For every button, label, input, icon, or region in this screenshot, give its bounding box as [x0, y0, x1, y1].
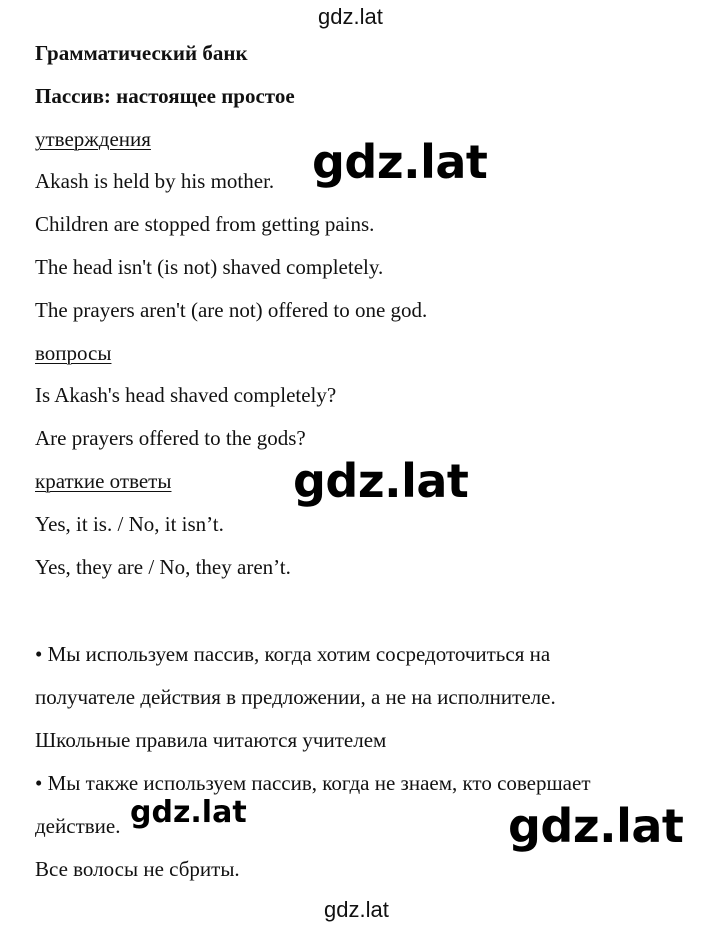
section-label-short-answers: краткие ответы — [35, 469, 172, 493]
affirmative-sentence: Children are stopped from getting pains. — [35, 212, 375, 236]
question-sentence: Is Akash's head shaved completely? — [35, 383, 337, 407]
section-label-questions: вопросы — [35, 341, 112, 365]
negative-sentence: The head isn't (is not) shaved completely. — [35, 255, 384, 279]
short-answer: Yes, they are / No, they aren’t. — [35, 555, 291, 579]
short-answer: Yes, it is. / No, it isn’t. — [35, 512, 224, 536]
watermark-large: gdz.lat — [312, 135, 488, 189]
section-label-affirmative: утверждения — [35, 127, 151, 151]
document-title: Грамматический банк — [35, 41, 248, 65]
negative-sentence: The prayers aren't (are not) offered to one god. — [35, 298, 428, 322]
watermark-large: gdz.lat — [293, 454, 469, 508]
watermark-medium: gdz.lat — [130, 795, 247, 830]
watermark-large: gdz.lat — [508, 799, 684, 853]
rule-text: • Мы используем пассив, когда хотим сосредоточиться на — [35, 642, 551, 666]
example-sentence: Школьные правила читаются учителем — [35, 728, 387, 752]
question-sentence: Are prayers offered to the gods? — [35, 426, 306, 450]
rule-text: действие. — [35, 814, 121, 838]
rule-text: • Мы также используем пассив, когда не знаем, кто совершает — [35, 771, 591, 795]
document-subtitle: Пассив: настоящее простое — [35, 84, 295, 108]
affirmative-sentence: Akash is held by his mother. — [35, 169, 275, 193]
rule-text: получателе действия в предложении, а не на исполнителе. — [35, 685, 556, 709]
watermark-top: gdz.lat — [318, 4, 383, 29]
example-sentence: Все волосы не сбриты. — [35, 857, 240, 881]
watermark-bottom: gdz.lat — [324, 897, 389, 922]
